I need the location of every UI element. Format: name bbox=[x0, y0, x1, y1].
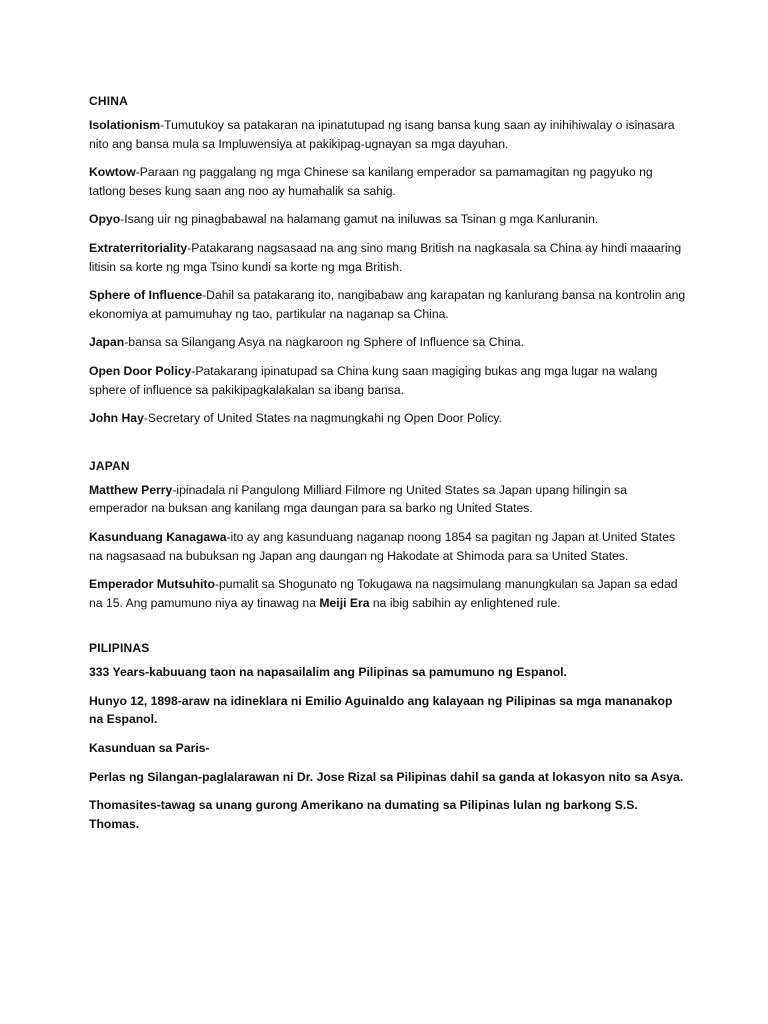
entry-term: Emperador Mutsuhito bbox=[89, 577, 215, 592]
entry-hunyo-12-1898 bbox=[89, 692, 689, 729]
entry-term: Kasunduan sa Paris bbox=[89, 741, 206, 756]
entry-sphere-of-influence bbox=[89, 286, 689, 323]
entry-kowtow bbox=[89, 163, 689, 200]
entry-thomasites bbox=[89, 796, 689, 833]
entry-definition: -tawag sa unang gurong Amerikano na dumating sa Pilipinas lulan ng barkong S.S. Thomas. bbox=[89, 798, 638, 831]
entry-definition: -Dahil sa patakarang ito, nangibabaw ang karapatan ng kanlurang bansa na kontrolin ang ekonomiya at pamumuhay ng tao, partikular na naganap sa China. bbox=[89, 288, 686, 321]
entry-definition-continued: na ibig sabihin ay enlightened rule. bbox=[369, 595, 561, 610]
entry-definition: -Patakarang nagsasaad na ang sino mang British na nagkasala sa China ay hindi maaaring litisin sa korte ng mga Tsino kundi sa korte ng mga British. bbox=[89, 240, 682, 274]
entry-definition: -kabuuang taon na napasailalim ang Pilipinas sa pamumuno ng Espanol. bbox=[145, 665, 567, 680]
section-heading: CHINA bbox=[89, 94, 128, 108]
entry-isolationism bbox=[89, 116, 689, 153]
entry-emphasis: Meiji Era bbox=[319, 595, 370, 610]
entry-term: Open Door Policy bbox=[89, 363, 192, 378]
entry-kasunduang-kanagawa bbox=[89, 528, 689, 565]
entry-term: Matthew Perry bbox=[89, 482, 173, 497]
entry-definition: -araw na idineklara ni Emilio Aguinaldo ang kalayaan ng Pilipinas sa mga mananakop na Espanol. bbox=[89, 693, 673, 727]
entry-term: Kowtow bbox=[89, 165, 136, 180]
entry-definition: -Patakarang ipinatupad sa China kung saan magiging bukas ang mga lugar na walang sphere of influence sa pakikipagkalakalan sa ibang bansa. bbox=[89, 363, 658, 397]
entry-extraterritoriality bbox=[89, 239, 689, 276]
entry-definition: -ipinadala ni Pangulong Milliard Filmore ng United States sa Japan upang hilingin sa emperador na buksan ang kanilang mga daungan para sa barko ng United States. bbox=[89, 482, 627, 516]
entry-term: Opyo bbox=[89, 212, 121, 227]
section-heading: PILIPINAS bbox=[89, 641, 150, 656]
entry-matthew-perry bbox=[89, 481, 689, 518]
entry-definition: -bansa sa Silangang Asya na nagkaroon ng Sphere of Influence sa China. bbox=[124, 335, 524, 350]
entry-term: 333 Years bbox=[89, 665, 146, 680]
entry-definition: -Isang uir ng pinagbabawal na halamang gamut na iniluwas sa Tsinan g mga Kanluranin. bbox=[120, 212, 599, 227]
entry-term: Perlas ng Silangan bbox=[89, 769, 199, 784]
entry-term: Kasunduang Kanagawa bbox=[89, 529, 227, 544]
entry-definition: - bbox=[205, 741, 210, 756]
entry-definition: -pumalit sa Shogunato ng Tokugawa na nagsimulang manungkulan sa Japan sa edad na 15. Ang pamumuno niya ay tinawag na bbox=[89, 577, 678, 610]
entry-definition: -Paraan ng paggalang ng mga Chinese sa kanilang emperador sa pamamagitan ng pagyuko ng tatlong beses kung saan ang noo ay humahalik sa sahig. bbox=[89, 165, 653, 198]
entry-definition: -Tumutukoy sa patakaran na ipinatutupad ng isang bansa kung saan ay inihihiwalay o isinasara nito ang bansa mula sa Impluwensiya at pakikipag-ugnayan sa mga dayuhan. bbox=[89, 118, 675, 151]
entry-perlas-ng-silangan bbox=[89, 768, 689, 787]
section-heading: JAPAN bbox=[89, 458, 130, 473]
section-pilipinas bbox=[89, 640, 689, 833]
entry-definition: -Secretary of United States na nagmungkahi ng Open Door Policy. bbox=[143, 411, 503, 426]
entry-term: John Hay bbox=[89, 411, 144, 426]
entry-term: Thomasites bbox=[89, 798, 157, 813]
entry-333-years bbox=[89, 663, 689, 682]
entry-term: Extraterritoriality bbox=[89, 240, 188, 255]
entry-definition: -ito ay ang kasunduang naganap noong 1854 sa pagitan ng Japan at United States na nagsasaad na bubuksan ng Japan ang daungan ng Hakodate at Shimoda para sa United States. bbox=[89, 529, 676, 563]
entry-kasunduan-sa-paris bbox=[89, 739, 689, 758]
section-japan bbox=[89, 458, 689, 613]
entry-emperador-mutsuhito bbox=[89, 575, 689, 612]
entry-term: Japan bbox=[89, 335, 125, 350]
entry-term: Hunyo 12, 1898 bbox=[89, 693, 178, 708]
document-page bbox=[89, 93, 689, 863]
entry-term: Sphere of Influence bbox=[89, 288, 203, 303]
entry-open-door-policy bbox=[89, 362, 689, 399]
section-china bbox=[89, 93, 689, 428]
entry-term: Isolationism bbox=[89, 118, 161, 132]
entry-japan bbox=[89, 333, 689, 352]
entry-john-hay bbox=[89, 409, 689, 428]
entry-opyo bbox=[89, 210, 689, 229]
entry-definition: -paglalarawan ni Dr. Jose Rizal sa Pilipinas dahil sa ganda at lokasyon nito sa Asya. bbox=[198, 769, 684, 784]
